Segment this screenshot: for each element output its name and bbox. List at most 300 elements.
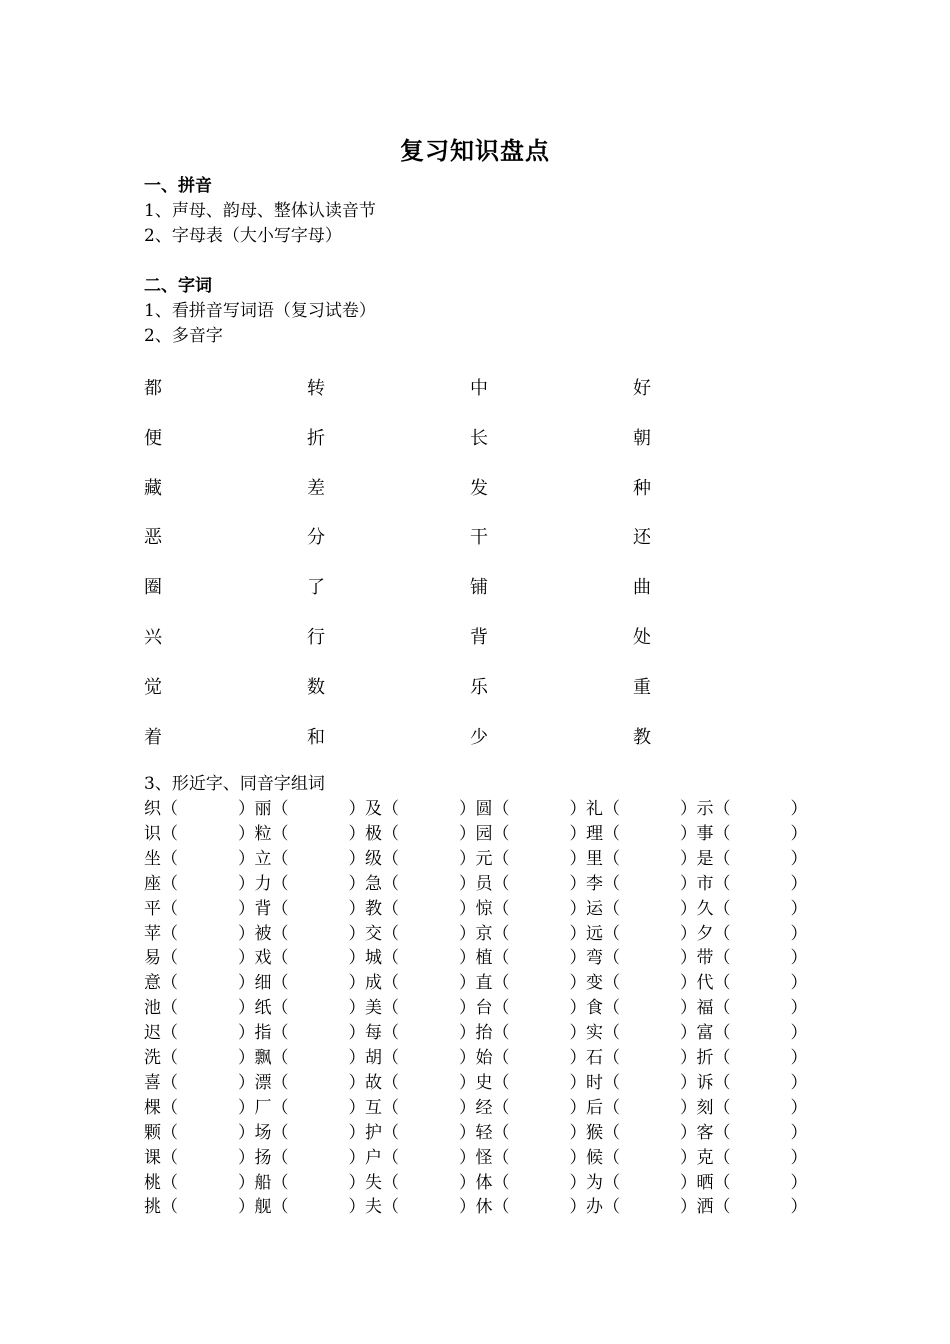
polyphone-char: 着 [144,726,162,748]
grid-char: 为 [586,1172,603,1193]
answer-blank-close: ） [459,973,476,994]
answer-blank-open: （ [271,1048,289,1068]
answer-blank-close: ） [569,1072,587,1093]
answer-blank-open: （ [603,1048,620,1068]
answer-blank-close: ） [569,823,587,844]
answer-blank-open: （ [492,973,510,994]
answer-blank-close: ） [348,1097,366,1118]
answer-blank-close: ） [569,1023,587,1044]
answer-blank-open: （ [603,1023,620,1044]
grid-char: 易 [144,948,161,969]
grid-char: 休 [475,1197,493,1218]
polyphone-char: 教 [633,726,651,748]
grid-char: 久 [696,898,714,919]
grid-char: 示 [696,799,714,819]
grid-char: 迟 [144,1023,161,1044]
grid-char: 洗 [144,1048,161,1068]
polyphone-char: 数 [307,676,325,698]
grid-char: 事 [696,823,714,844]
answer-blank-close: ） [238,1097,255,1118]
grid-char: 运 [586,898,603,919]
answer-blank-open: （ [382,973,399,994]
polyphone-char: 种 [633,477,651,499]
answer-blank-open: （ [713,1072,731,1093]
answer-blank-close: ） [680,1097,697,1118]
pinyin-item-1: 1、声母、韵母、整体认读音节 [144,201,376,221]
grid-char: 扬 [254,1147,272,1168]
grid-char: 克 [696,1147,714,1168]
polyphone-char: 行 [307,627,325,648]
answer-blank-open: （ [271,848,289,869]
answer-blank-close: ） [569,973,587,994]
answer-blank-open: （ [271,1122,289,1143]
answer-blank-close: ） [459,1172,476,1193]
answer-blank-open: （ [492,1172,510,1193]
answer-blank-open: （ [382,1023,399,1044]
polyphone-char: 还 [633,527,651,549]
answer-blank-open: （ [713,873,731,894]
answer-blank-close: ） [459,873,476,894]
grid-char: 指 [254,1023,272,1044]
answer-blank-open: （ [492,1023,510,1044]
answer-blank-open: （ [603,1097,620,1118]
answer-blank-open: （ [271,823,289,844]
answer-blank-open: （ [271,1097,289,1118]
answer-blank-close: ） [348,1048,366,1068]
grid-char: 棵 [144,1097,161,1118]
answer-blank-open: （ [713,799,731,819]
answer-blank-open: （ [161,1072,178,1093]
answer-blank-open: （ [492,1122,510,1143]
answer-blank-open: （ [382,1097,399,1118]
grid-char: 场 [254,1122,272,1143]
answer-blank-open: （ [713,1048,731,1068]
page-title: 复习知识盘点 [400,137,550,165]
grid-char: 极 [365,823,382,844]
grid-char: 立 [254,848,272,869]
answer-blank-open: （ [713,1172,731,1193]
answer-blank-close: ） [459,948,476,969]
grid-char: 客 [696,1122,714,1143]
answer-blank-close: ） [569,923,587,944]
answer-blank-open: （ [603,948,620,969]
answer-blank-close: ） [790,1023,808,1044]
grid-char: 刻 [696,1097,714,1118]
answer-blank-open: （ [271,923,289,944]
polyphone-char: 少 [470,726,488,748]
answer-blank-open: （ [382,1147,399,1168]
answer-blank-close: ） [459,998,476,1019]
answer-blank-open: （ [603,898,620,919]
grid-char: 细 [254,973,272,994]
grid-char: 始 [475,1048,493,1068]
answer-blank-open: （ [271,873,289,894]
answer-blank-close: ） [348,923,366,944]
words-item-2: 2、多音字 [144,326,223,346]
answer-blank-open: （ [603,823,620,844]
similar-chars-heading: 3、形近字、同音字组词 [144,774,325,794]
answer-blank-close: ） [569,799,587,819]
answer-blank-close: ） [348,1122,366,1143]
answer-blank-close: ） [238,1072,255,1093]
answer-blank-open: （ [603,1122,620,1143]
answer-blank-open: （ [271,948,289,969]
answer-blank-open: （ [603,799,620,819]
grid-char: 背 [254,898,272,919]
answer-blank-close: ） [790,873,808,894]
answer-blank-close: ） [348,1072,366,1093]
grid-char: 轻 [475,1122,493,1143]
grid-char: 戏 [254,948,272,969]
grid-char: 惊 [475,898,493,919]
grid-char: 夕 [696,923,714,944]
grid-char: 护 [365,1122,382,1143]
answer-blank-close: ） [569,1097,587,1118]
answer-blank-open: （ [713,848,731,869]
answer-blank-open: （ [271,1023,289,1044]
section-heading-pinyin: 一、拼音 [144,176,212,196]
grid-char: 教 [365,898,382,919]
grid-char: 猴 [586,1122,603,1143]
grid-char: 及 [365,799,382,819]
polyphone-char: 长 [470,427,488,449]
answer-blank-close: ） [790,948,808,969]
answer-blank-close: ） [569,1197,587,1218]
answer-blank-close: ） [238,973,255,994]
pinyin-item-2: 2、字母表（大小写字母） [144,226,342,246]
answer-blank-open: （ [271,1172,289,1193]
answer-blank-close: ） [348,1197,366,1218]
answer-blank-close: ） [238,1023,255,1044]
answer-blank-close: ） [790,823,808,844]
answer-blank-close: ） [680,998,697,1019]
grid-char: 元 [475,848,493,869]
answer-blank-close: ） [238,1197,255,1218]
words-item-1: 1、看拼音写词语（复习试卷） [144,301,376,321]
polyphone-char: 背 [470,627,488,648]
answer-blank-open: （ [161,1048,178,1068]
answer-blank-open: （ [271,1072,289,1093]
answer-blank-open: （ [492,948,510,969]
answer-blank-close: ） [348,1147,366,1168]
answer-blank-open: （ [713,1097,731,1118]
answer-blank-open: （ [271,973,289,994]
grid-char: 洒 [696,1197,714,1218]
answer-blank-close: ） [459,923,476,944]
answer-blank-close: ） [459,1147,476,1168]
grid-char: 候 [586,1147,603,1168]
answer-blank-close: ） [790,799,808,819]
polyphone-char: 圈 [144,577,162,599]
grid-char: 喜 [144,1072,161,1093]
grid-char: 成 [365,973,382,994]
answer-blank-close: ） [238,873,255,894]
grid-char: 时 [586,1072,603,1093]
answer-blank-close: ） [680,898,697,919]
answer-blank-close: ） [238,1147,255,1168]
answer-blank-close: ） [348,1023,366,1044]
grid-char: 带 [696,948,714,969]
answer-blank-close: ） [680,1072,697,1093]
polyphone-char: 觉 [144,676,162,698]
answer-blank-open: （ [161,923,178,944]
polyphone-char: 差 [307,477,325,499]
grid-char: 植 [475,948,493,969]
answer-blank-close: ） [680,948,697,969]
answer-blank-close: ） [459,1048,476,1068]
answer-blank-open: （ [492,1147,510,1168]
grid-char: 圆 [475,799,493,819]
polyphone-char: 藏 [144,477,162,499]
answer-blank-close: ） [459,898,476,919]
answer-blank-close: ） [680,1122,697,1143]
answer-blank-close: ） [238,923,255,944]
answer-blank-close: ） [459,799,476,819]
answer-blank-open: （ [382,799,399,819]
answer-blank-close: ） [680,1172,697,1193]
section-heading-words: 二、字词 [144,276,212,296]
grid-char: 变 [586,973,603,994]
answer-blank-open: （ [492,898,510,919]
answer-blank-close: ） [348,873,366,894]
grid-char: 课 [144,1147,161,1168]
answer-blank-open: （ [713,973,731,994]
grid-char: 理 [586,823,603,844]
answer-blank-close: ） [790,848,808,869]
answer-blank-open: （ [713,1147,731,1168]
polyphone-char: 处 [633,627,651,648]
answer-blank-close: ） [569,998,587,1019]
answer-blank-close: ） [790,1122,808,1143]
answer-blank-open: （ [492,998,510,1019]
grid-char: 礼 [586,799,603,819]
answer-blank-open: （ [492,1048,510,1068]
grid-char: 互 [365,1097,382,1118]
answer-blank-close: ） [569,1048,587,1068]
polyphone-char: 好 [633,378,651,399]
grid-char: 织 [144,799,161,819]
polyphone-char: 重 [633,676,651,698]
grid-char: 远 [586,923,603,944]
answer-blank-close: ） [238,799,255,819]
answer-blank-open: （ [492,1097,510,1118]
answer-blank-open: （ [271,1147,289,1168]
grid-char: 飘 [254,1048,272,1068]
answer-blank-close: ） [790,973,808,994]
answer-blank-close: ） [459,1197,476,1218]
polyphone-char: 便 [144,427,162,449]
answer-blank-close: ） [790,1048,808,1068]
answer-blank-open: （ [603,1072,620,1093]
answer-blank-open: （ [492,923,510,944]
answer-blank-open: （ [271,998,289,1019]
grid-char: 坐 [144,848,161,869]
answer-blank-open: （ [161,848,178,869]
answer-blank-open: （ [382,848,399,869]
grid-char: 故 [365,1072,382,1093]
grid-char: 夫 [365,1197,382,1218]
answer-blank-close: ） [790,923,808,944]
answer-blank-close: ） [790,1147,808,1168]
answer-blank-close: ） [680,799,697,819]
answer-blank-open: （ [713,898,731,919]
answer-blank-open: （ [382,898,399,919]
grid-char: 城 [365,948,382,969]
polyphone-char: 朝 [633,427,651,449]
grid-char: 员 [475,873,493,894]
grid-char: 池 [144,998,161,1019]
answer-blank-open: （ [161,823,178,844]
answer-blank-close: ） [238,848,255,869]
grid-char: 力 [254,873,272,894]
answer-blank-close: ） [569,873,587,894]
answer-blank-open: （ [603,873,620,894]
polyphone-char: 了 [307,577,325,599]
grid-char: 苹 [144,923,161,944]
answer-blank-open: （ [713,823,731,844]
answer-blank-close: ） [680,1023,697,1044]
answer-blank-open: （ [161,1122,178,1143]
answer-blank-close: ） [459,848,476,869]
answer-blank-open: （ [713,1122,731,1143]
grid-char: 富 [696,1023,714,1044]
polyphone-char: 和 [307,726,325,748]
answer-blank-open: （ [603,998,620,1019]
answer-blank-close: ） [348,998,366,1019]
grid-char: 石 [586,1048,603,1068]
polyphone-char: 干 [470,527,488,549]
grid-char: 实 [586,1023,603,1044]
grid-char: 里 [586,848,603,869]
grid-char: 美 [365,998,382,1019]
answer-blank-close: ） [238,823,255,844]
answer-blank-open: （ [161,898,178,919]
answer-blank-close: ） [790,1197,808,1218]
grid-char: 京 [475,923,493,944]
answer-blank-open: （ [161,873,178,894]
answer-blank-close: ） [459,1072,476,1093]
polyphone-char: 曲 [633,577,651,599]
answer-blank-close: ） [680,1197,697,1218]
grid-char: 折 [696,1048,714,1068]
polyphone-char: 分 [307,527,325,549]
answer-blank-close: ） [680,823,697,844]
grid-char: 被 [254,923,272,944]
grid-char: 园 [475,823,493,844]
answer-blank-open: （ [713,923,731,944]
answer-blank-close: ） [459,1023,476,1044]
grid-char: 史 [475,1072,493,1093]
polyphone-char: 铺 [470,577,488,599]
answer-blank-close: ） [790,1097,808,1118]
answer-blank-open: （ [271,799,289,819]
answer-blank-open: （ [382,1048,399,1068]
grid-char: 代 [696,973,714,994]
answer-blank-open: （ [161,1023,178,1044]
grid-char: 李 [586,873,603,894]
answer-blank-open: （ [382,1172,399,1193]
answer-blank-close: ） [790,898,808,919]
polyphone-char: 乐 [470,676,488,698]
answer-blank-close: ） [238,948,255,969]
answer-blank-open: （ [492,1197,510,1218]
answer-blank-open: （ [382,1072,399,1093]
answer-blank-open: （ [492,873,510,894]
grid-char: 座 [144,873,161,894]
answer-blank-open: （ [713,998,731,1019]
answer-blank-open: （ [603,1147,620,1168]
grid-char: 晒 [696,1172,714,1193]
answer-blank-open: （ [161,973,178,994]
grid-char: 厂 [254,1097,272,1118]
grid-char: 福 [696,998,714,1019]
answer-blank-close: ） [790,1172,808,1193]
answer-blank-close: ） [569,848,587,869]
polyphone-char: 转 [307,378,325,399]
answer-blank-open: （ [382,948,399,969]
grid-char: 失 [365,1172,382,1193]
answer-blank-close: ） [459,1122,476,1143]
answer-blank-close: ） [348,898,366,919]
grid-char: 怪 [475,1147,493,1168]
grid-char: 平 [144,898,161,919]
answer-blank-close: ） [790,1072,808,1093]
answer-blank-open: （ [492,1072,510,1093]
answer-blank-close: ） [680,973,697,994]
answer-blank-open: （ [603,973,620,994]
answer-blank-open: （ [382,923,399,944]
answer-blank-open: （ [161,998,178,1019]
answer-blank-open: （ [492,799,510,819]
grid-char: 级 [365,848,382,869]
grid-char: 胡 [365,1048,382,1068]
grid-char: 抬 [475,1023,493,1044]
grid-char: 识 [144,823,161,844]
grid-char: 后 [586,1097,603,1118]
answer-blank-open: （ [161,799,178,819]
answer-blank-close: ） [569,1122,587,1143]
answer-blank-open: （ [603,848,620,869]
answer-blank-open: （ [271,1197,289,1218]
polyphone-char: 发 [470,477,488,499]
answer-blank-close: ） [348,1172,366,1193]
answer-blank-close: ） [238,1172,255,1193]
answer-blank-open: （ [382,1197,399,1218]
answer-blank-open: （ [382,998,399,1019]
answer-blank-close: ） [348,799,366,819]
answer-blank-open: （ [603,923,620,944]
answer-blank-open: （ [161,948,178,969]
polyphone-char: 折 [307,427,325,449]
answer-blank-close: ） [348,848,366,869]
grid-char: 丽 [254,799,272,819]
answer-blank-open: （ [603,1172,620,1193]
answer-blank-open: （ [271,898,289,919]
grid-char: 急 [365,873,382,894]
answer-blank-close: ） [569,1147,587,1168]
answer-blank-close: ） [790,998,808,1019]
grid-char: 挑 [144,1197,161,1218]
answer-blank-close: ） [459,1097,476,1118]
answer-blank-close: ） [348,823,366,844]
polyphone-char: 中 [470,378,488,399]
answer-blank-open: （ [161,1097,178,1118]
grid-char: 意 [144,973,161,994]
answer-blank-close: ） [238,898,255,919]
grid-char: 交 [365,923,382,944]
answer-blank-close: ） [680,1048,697,1068]
answer-blank-close: ） [238,1122,255,1143]
